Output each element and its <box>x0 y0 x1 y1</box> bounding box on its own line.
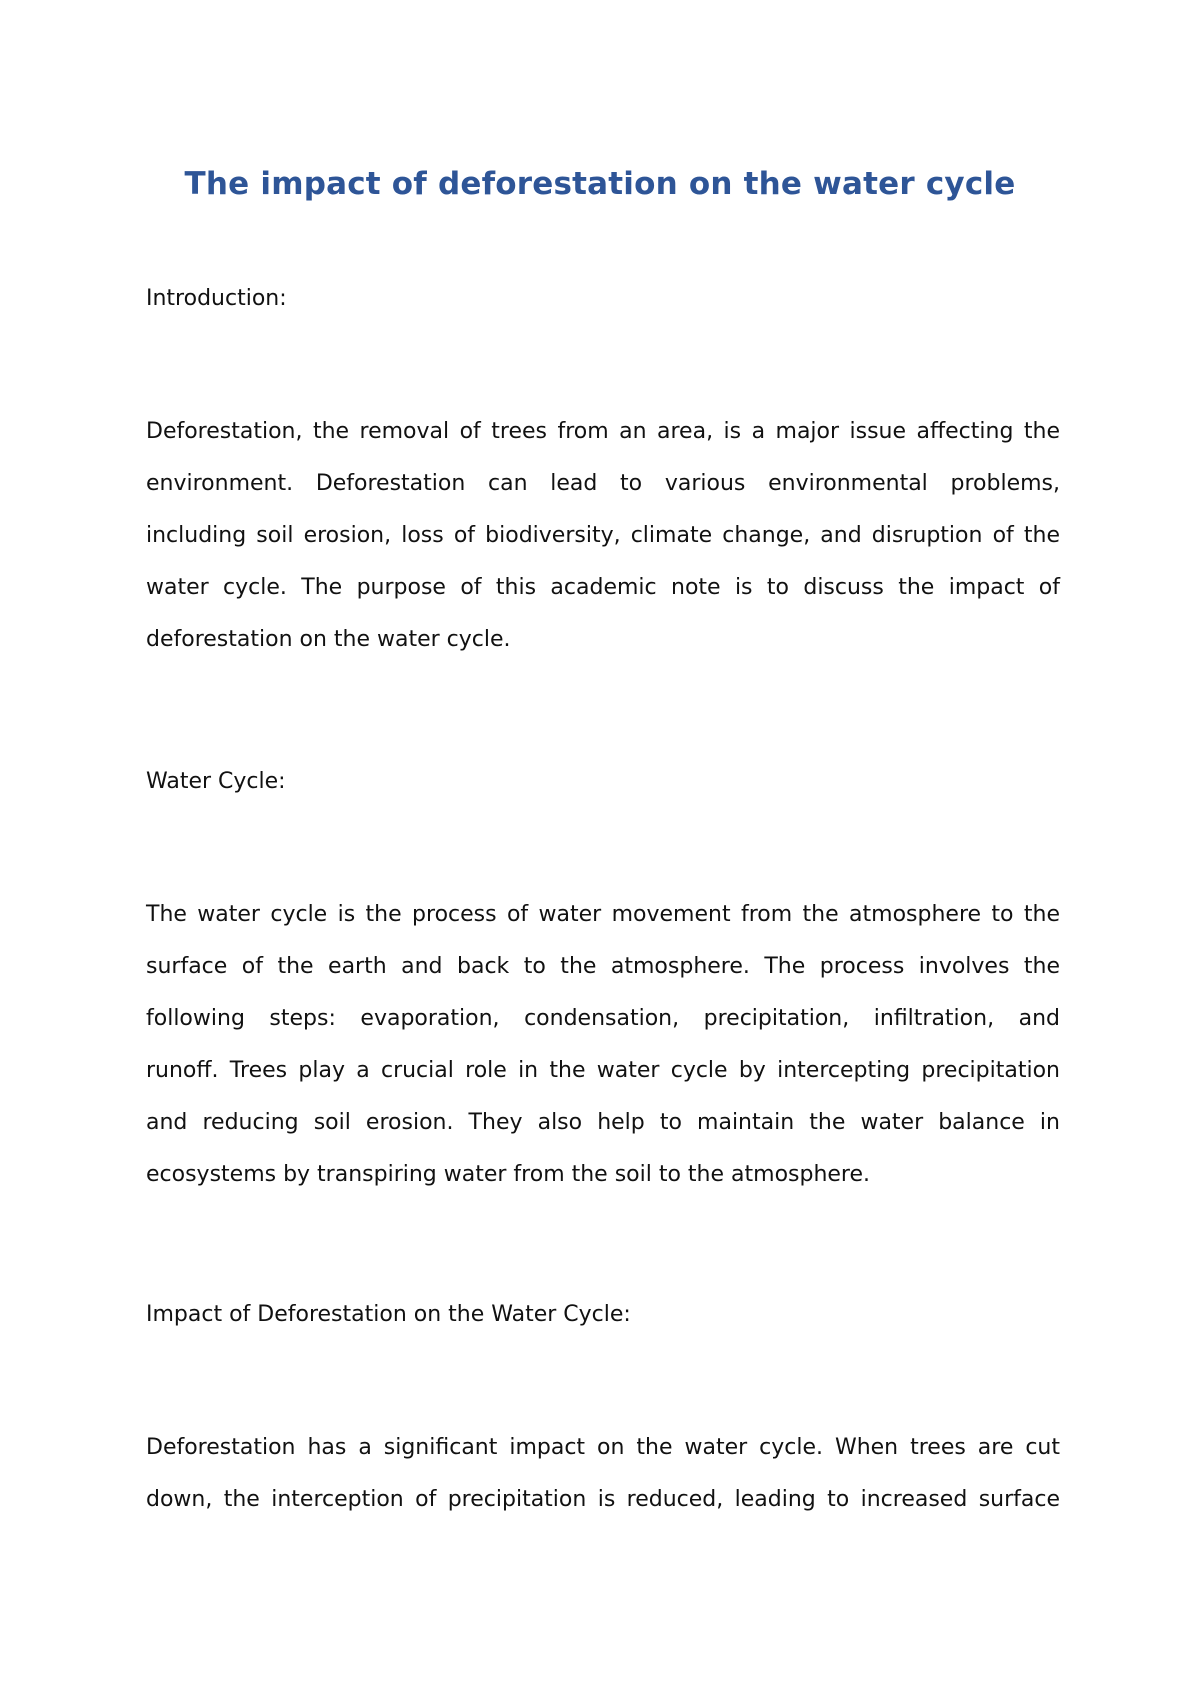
paragraph-introduction <box>146 406 1060 666</box>
paragraph-line: following steps: evaporation, condensation, precipitation, infiltration, and <box>146 1006 1060 1031</box>
paragraph-line: The water cycle is the process of water movement from the atmosphere to the <box>146 902 1060 927</box>
paragraph-line: deforestation on the water cycle. <box>146 627 511 652</box>
document-title: The impact of deforestation on the water cycle <box>184 166 1016 202</box>
section-heading-water-cycle: Water Cycle: <box>146 769 286 794</box>
paragraph-line: runoff. Trees play a crucial role in the water cycle by intercepting precipitation <box>146 1058 1060 1083</box>
paragraph-line: Deforestation has a significant impact on the water cycle. When trees are cut <box>146 1435 1060 1460</box>
paragraph-water-cycle <box>146 889 1060 1201</box>
paragraph-line: including soil erosion, loss of biodiversity, climate change, and disruption of the <box>146 523 1060 548</box>
paragraph-line: Deforestation, the removal of trees from an area, is a major issue affecting the <box>146 419 1060 444</box>
paragraph-line: environment. Deforestation can lead to various environmental problems, <box>146 471 1060 496</box>
paragraph-line: surface of the earth and back to the atmosphere. The process involves the <box>146 954 1060 979</box>
section-heading-introduction: Introduction: <box>146 286 287 311</box>
paragraph-line: down, the interception of precipitation is reduced, leading to increased surface <box>146 1487 1060 1512</box>
section-heading-impact: Impact of Deforestation on the Water Cycle: <box>146 1302 631 1327</box>
paragraph-impact <box>146 1422 1060 1526</box>
paragraph-line: ecosystems by transpiring water from the soil to the atmosphere. <box>146 1162 871 1187</box>
paragraph-line: and reducing soil erosion. They also help to maintain the water balance in <box>146 1110 1060 1135</box>
paragraph-line: water cycle. The purpose of this academic note is to discuss the impact of <box>146 575 1060 600</box>
